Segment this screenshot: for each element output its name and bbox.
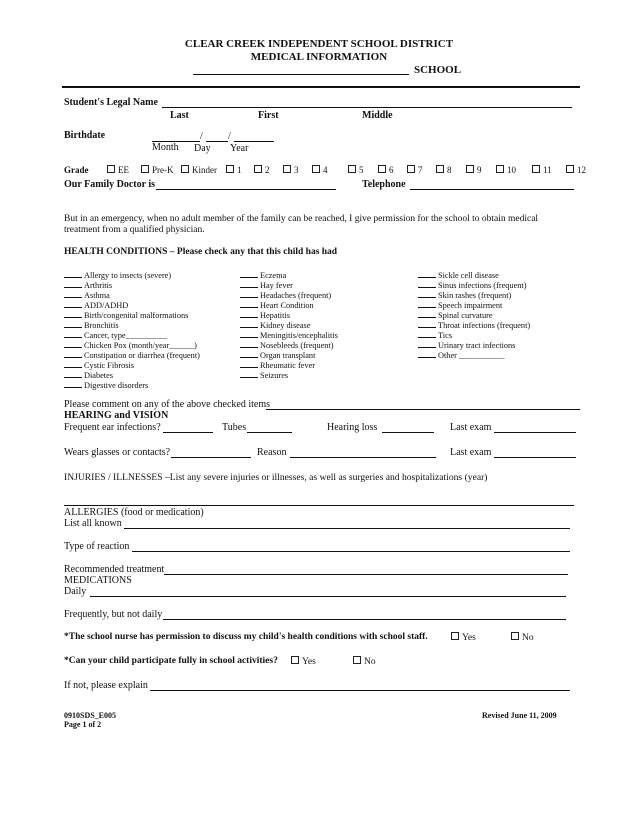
grade-option[interactable]: Kinder: [181, 165, 217, 175]
school-name-field[interactable]: [193, 74, 409, 75]
explain-label: If not, please explain: [64, 680, 148, 691]
checkbox-icon: [291, 656, 299, 664]
grade-option[interactable]: 2: [254, 165, 270, 175]
grade-option[interactable]: 4: [312, 165, 328, 175]
condition-item[interactable]: Eczema: [240, 271, 286, 280]
checkbox-icon: [532, 165, 540, 173]
school-label: SCHOOL: [414, 64, 462, 76]
condition-item[interactable]: Spinal curvature: [418, 311, 493, 320]
condition-item[interactable]: Meningitis/encephalitis: [240, 331, 338, 340]
checkbox-icon: [436, 165, 444, 173]
revised-date: Revised June 11, 2009: [482, 711, 557, 720]
checkbox-icon: [107, 165, 115, 173]
checkbox-icon: [511, 632, 519, 640]
comment-field[interactable]: [266, 409, 580, 410]
condition-item[interactable]: Bronchitis: [64, 321, 119, 330]
condition-item[interactable]: Rheumatic fever: [240, 361, 315, 370]
birth-day-field[interactable]: [206, 141, 228, 142]
treatment-label: Recommended treatment: [64, 564, 165, 575]
treatment-field[interactable]: [164, 574, 568, 575]
grade-option[interactable]: EE: [107, 165, 129, 175]
vision-last-exam-label: Last exam: [450, 447, 492, 458]
grade-option[interactable]: 7: [407, 165, 423, 175]
ear-infections-field[interactable]: [163, 432, 213, 433]
checkbox-icon: [353, 656, 361, 664]
list-all-known-label: List all known: [64, 518, 122, 529]
condition-item[interactable]: Sinus infections (frequent): [418, 281, 526, 290]
nurse-permission-yes[interactable]: Yes: [451, 632, 476, 643]
condition-item[interactable]: Kidney disease: [240, 321, 310, 330]
checkbox-icon: [451, 632, 459, 640]
condition-item[interactable]: Arthritis: [64, 281, 112, 290]
birth-slash-1: /: [200, 131, 203, 142]
condition-item[interactable]: Asthma: [64, 291, 110, 300]
condition-item[interactable]: Sickle cell disease: [418, 271, 499, 280]
last-label: Last: [170, 110, 189, 121]
telephone-label: Telephone: [362, 179, 406, 190]
glasses-label: Wears glasses or contacts?: [64, 447, 171, 458]
comment-label: Please comment on any of the above checked items: [64, 399, 271, 410]
grade-option[interactable]: 10: [496, 165, 516, 175]
condition-item[interactable]: Cystic Fibrosis: [64, 361, 134, 370]
grade-option[interactable]: Pre-K: [141, 165, 174, 175]
grade-option[interactable]: 11: [532, 165, 552, 175]
checkbox-icon: [141, 165, 149, 173]
reason-label: Reason: [257, 447, 287, 458]
condition-item[interactable]: Nosebleeds (frequent): [240, 341, 334, 350]
form-code: 0910SDS_E005: [64, 711, 117, 720]
doctor-label: Our Family Doctor is: [64, 179, 156, 190]
activities-yes[interactable]: Yes: [291, 656, 316, 667]
grade-label: Grade: [64, 165, 89, 175]
condition-item[interactable]: Birth/congenital malformations: [64, 311, 188, 320]
hearing-loss-label: Hearing loss: [327, 422, 378, 433]
doctor-field[interactable]: [156, 189, 336, 190]
activities-no[interactable]: No: [353, 656, 376, 667]
header-divider: [62, 86, 580, 88]
birth-year-field[interactable]: [234, 141, 274, 142]
condition-item[interactable]: Constipation or diarrhea (frequent): [64, 351, 200, 360]
condition-item[interactable]: Throat infections (frequent): [418, 321, 530, 330]
grade-option[interactable]: 3: [283, 165, 299, 175]
frequent-medications-field[interactable]: [163, 619, 566, 620]
condition-item[interactable]: Allergy to insects (severe): [64, 271, 171, 280]
daily-medications-field[interactable]: [90, 596, 566, 597]
frequently-label: Frequently, but not daily: [64, 609, 163, 620]
checkbox-icon: [407, 165, 415, 173]
daily-label: Daily: [64, 586, 87, 597]
hearing-last-exam-label: Last exam: [450, 422, 492, 433]
emergency-statement-line1: But in an emergency, when no adult member of the family can be reached, I give permission for the school to obtain medical: [64, 214, 539, 224]
checkbox-icon: [181, 165, 189, 173]
reaction-type-label: Type of reaction: [64, 541, 130, 552]
grade-option[interactable]: 1: [226, 165, 242, 175]
grade-option[interactable]: 5: [348, 165, 364, 175]
allergies-list-field[interactable]: [124, 528, 570, 529]
condition-item[interactable]: Headaches (frequent): [240, 291, 331, 300]
grade-option[interactable]: 6: [378, 165, 394, 175]
condition-item[interactable]: Hay fever: [240, 281, 293, 290]
legal-name-label: Student's Legal Name: [64, 97, 158, 108]
checkbox-icon: [496, 165, 504, 173]
nurse-permission-no[interactable]: No: [511, 632, 534, 643]
checkbox-icon: [348, 165, 356, 173]
telephone-field[interactable]: [410, 189, 574, 190]
reason-field[interactable]: [290, 457, 436, 458]
day-label: Day: [194, 143, 211, 154]
page-number: Page 1 of 2: [64, 720, 102, 729]
checkbox-icon: [226, 165, 234, 173]
checkbox-icon: [254, 165, 262, 173]
condition-item[interactable]: Hepatitis: [240, 311, 290, 320]
allergies-heading: ALLERGIES (food or medication): [64, 507, 204, 518]
first-label: First: [258, 110, 279, 121]
medications-heading: MEDICATIONS: [64, 575, 132, 586]
condition-item[interactable]: Seizures: [240, 371, 288, 380]
health-conditions-heading: HEALTH CONDITIONS – Please check any that this child has had: [64, 247, 338, 257]
condition-item[interactable]: ADD/ADHD: [64, 301, 128, 310]
condition-item[interactable]: Skin rashes (frequent): [418, 291, 511, 300]
hearing-vision-heading: HEARING and VISION: [64, 410, 169, 421]
form-title: MEDICAL INFORMATION: [250, 51, 388, 63]
reaction-type-field[interactable]: [132, 551, 570, 552]
condition-item[interactable]: Diabetes: [64, 371, 113, 380]
grade-option[interactable]: 9: [466, 165, 482, 175]
hearing-last-exam-field[interactable]: [494, 432, 576, 433]
tubes-label: Tubes: [222, 422, 247, 433]
emergency-statement-line2: treatment from a qualified physician.: [64, 225, 205, 235]
condition-item[interactable]: Digestive disorders: [64, 381, 148, 390]
condition-item[interactable]: Other ___________: [418, 351, 505, 360]
condition-item[interactable]: Tics: [418, 331, 452, 340]
grade-option[interactable]: 8: [436, 165, 452, 175]
birth-slash-2: /: [228, 131, 231, 142]
middle-label: Middle: [362, 110, 393, 121]
condition-item[interactable]: Urinary tract infections: [418, 341, 515, 350]
condition-item[interactable]: Speech impairment: [418, 301, 502, 310]
month-label: Month: [152, 142, 179, 153]
year-label: Year: [230, 143, 249, 154]
hearing-loss-field[interactable]: [382, 432, 434, 433]
checkbox-icon: [566, 165, 574, 173]
birthdate-label: Birthdate: [64, 130, 106, 141]
condition-item[interactable]: Cancer, type__________: [64, 331, 167, 340]
checkbox-icon: [466, 165, 474, 173]
condition-item[interactable]: Heart Condition: [240, 301, 314, 310]
explain-field[interactable]: [150, 690, 570, 691]
condition-item[interactable]: Organ transplant: [240, 351, 315, 360]
legal-name-field[interactable]: [162, 107, 572, 108]
grade-option[interactable]: 12: [566, 165, 586, 175]
checkbox-icon: [378, 165, 386, 173]
injuries-label: INJURIES / ILLNESSES –List any severe injuries or illnesses, as well as surgeries and hospitalizations (year): [64, 472, 488, 483]
activities-question: *Can your child participate fully in school activities?: [64, 656, 278, 666]
injuries-field[interactable]: [64, 505, 574, 506]
ear-infections-label: Frequent ear infections?: [64, 422, 161, 433]
tubes-field[interactable]: [247, 432, 292, 433]
vision-last-exam-field[interactable]: [494, 457, 576, 458]
glasses-field[interactable]: [171, 457, 251, 458]
checkbox-icon: [283, 165, 291, 173]
checkbox-icon: [312, 165, 320, 173]
nurse-permission-question: *The school nurse has permission to discuss my child's health conditions with school staff.: [64, 632, 428, 642]
district-title: CLEAR CREEK INDEPENDENT SCHOOL DISTRICT: [184, 38, 454, 50]
condition-item[interactable]: Chicken Pox (month/year______): [64, 341, 197, 350]
